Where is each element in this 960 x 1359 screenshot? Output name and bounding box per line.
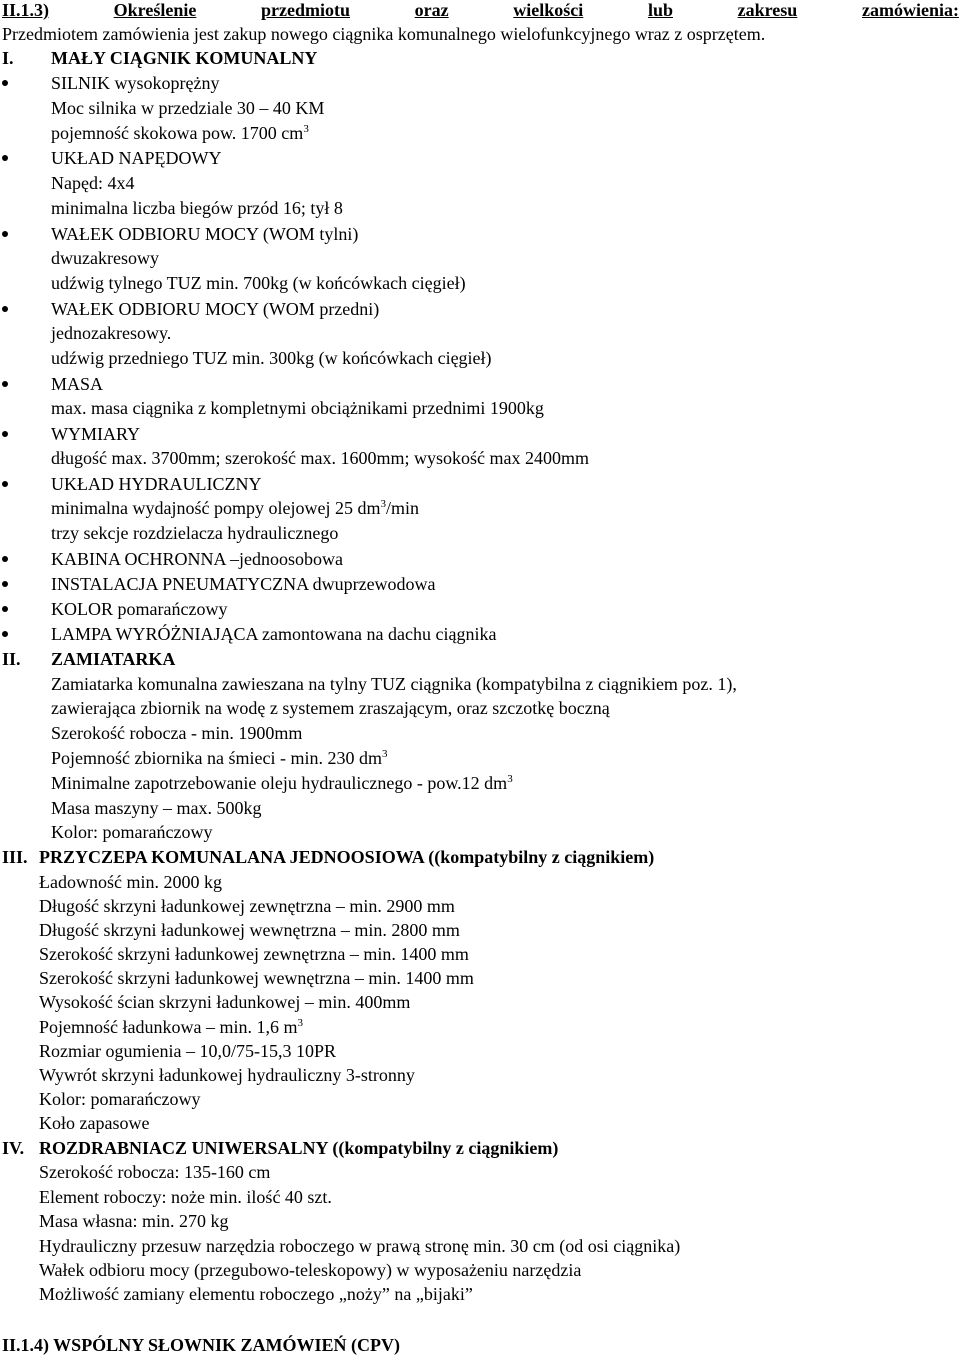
superscript: 3: [381, 748, 388, 760]
spec-line: [51, 123, 309, 143]
spec-text: Minimalne zapotrzebowanie oleju hydraulicznego - pow.12 dm: [51, 773, 508, 793]
spec-line: Wałek odbioru mocy (przegubowo-teleskopowy) w wyposażeniu narzędzia: [39, 1260, 582, 1280]
superscript: 3: [507, 773, 513, 785]
heading-word: II.1.3): [2, 0, 50, 20]
section-heading-II-1-3: [2, 0, 959, 20]
spec-line: udźwig przedniego TUZ min. 300kg (w końcówkach cięgieł): [51, 348, 492, 368]
section-numeral: IV.: [2, 1138, 25, 1158]
bullet-icon: [2, 556, 8, 562]
heading-word: wielkości: [513, 0, 584, 20]
spec-line: INSTALACJA PNEUMATYCZNA dwuprzewodowa: [51, 574, 436, 594]
superscript: 3: [303, 123, 309, 135]
heading-subtitle: Przedmiotem zamówienia jest zakup nowego ciągnika komunalnego wielofunkcyjnego wraz z osprzętem.: [2, 24, 766, 44]
spec-line: Wysokość ścian skrzyni ładunkowej – min. 400mm: [39, 992, 411, 1012]
spec-text: minimalna wydajność pompy olejowej 25 dm: [51, 498, 381, 518]
spec-line: Masa własna: min. 270 kg: [39, 1211, 229, 1231]
spec-line: WYMIARY: [51, 424, 140, 444]
section-title: ZAMIATARKA: [51, 649, 176, 669]
bullet-icon: [2, 581, 8, 587]
spec-line: MASA: [51, 374, 104, 394]
superscript: 3: [297, 1017, 303, 1029]
heading-word: oraz: [414, 0, 449, 20]
spec-line: UKŁAD NAPĘDOWY: [51, 148, 222, 168]
spec-line: udźwig tylnego TUZ min. 700kg (w końcówkach cięgieł): [51, 273, 466, 293]
spec-line: Wywrót skrzyni ładunkowej hydrauliczny 3-stronny: [39, 1065, 415, 1085]
bullet-icon: [2, 80, 8, 86]
spec-line: Kolor: pomarańczowy: [39, 1089, 201, 1109]
heading-word: lub: [647, 0, 673, 20]
spec-line: Moc silnika w przedziale 30 – 40 KM: [51, 98, 325, 118]
spec-line: dwuzakresowy: [51, 248, 159, 268]
spec-line: długość max. 3700mm; szerokość max. 1600mm; wysokość max 2400mm: [51, 448, 589, 468]
spec-line: [51, 748, 387, 768]
spec-line: WAŁEK ODBIORU MOCY (WOM tylni): [51, 224, 359, 244]
bullet-icon: [2, 606, 8, 612]
spec-line: Długość skrzyni ładunkowej zewnętrzna – min. 2900 mm: [39, 896, 455, 916]
heading-word: Określenie: [113, 0, 197, 20]
heading-word: zakresu: [737, 0, 798, 20]
spec-line: Element roboczy: noże min. ilość 40 szt.: [39, 1187, 332, 1207]
spec-line: max. masa ciągnika z kompletnymi obciążnikami przednimi 1900kg: [51, 398, 544, 418]
spec-line: WAŁEK ODBIORU MOCY (WOM przedni): [51, 299, 380, 319]
heading-word: przedmiotu: [261, 0, 350, 20]
bullet-icon: [2, 481, 8, 487]
spec-line: Kolor: pomarańczowy: [51, 822, 213, 842]
spec-line: Hydrauliczny przesuw narzędzia roboczego w prawą stronę min. 30 cm (od osi ciągnika): [39, 1236, 681, 1256]
spec-line: minimalna liczba biegów przód 16; tył 8: [51, 198, 343, 218]
spec-line: Zamiatarka komunalna zawieszana na tylny TUZ ciągnika (kompatybilna z ciągnikiem poz. 1),: [51, 674, 737, 694]
spec-line: Długość skrzyni ładunkowej wewnętrzna – min. 2800 mm: [39, 920, 460, 940]
spec-line: KOLOR pomarańczowy: [51, 599, 228, 619]
spec-line: Masa maszyny – max. 500kg: [51, 798, 262, 818]
spec-line: trzy sekcje rozdzielacza hydraulicznego: [51, 523, 339, 543]
spec-line: Szerokość skrzyni ładunkowej zewnętrzna – min. 1400 mm: [39, 944, 469, 964]
spec-line: jednozakresowy.: [51, 323, 172, 343]
spec-line: Szerokość robocza: 135-160 cm: [39, 1162, 271, 1182]
spec-line: Rozmiar ogumienia – 10,0/75-15,3 10PR: [39, 1041, 336, 1061]
spec-line: Szerokość robocza - min. 1900mm: [51, 723, 303, 743]
superscript: 3: [380, 498, 386, 510]
spec-line: Ładowność min. 2000 kg: [39, 872, 222, 892]
section-heading-II-1-4: II.1.4) WSPÓLNY SŁOWNIK ZAMÓWIEŃ (CPV): [2, 1335, 401, 1355]
spec-line: zawierająca zbiornik na wodę z systemem zraszającym, oraz szczotkę boczną: [51, 698, 610, 718]
spec-line: Możliwość zamiany elementu roboczego „noży” na „bijaki”: [39, 1284, 473, 1304]
section-title: PRZYCZEPA KOMUNALANA JEDNOOSIOWA ((kompatybilny z ciągnikiem): [39, 847, 655, 867]
section-numeral: I.: [2, 48, 14, 68]
bullet-icon: [2, 231, 8, 237]
bullet-icon: [2, 155, 8, 161]
section-title: MAŁY CIĄGNIK KOMUNALNY: [51, 48, 318, 68]
spec-line: Koło zapasowe: [39, 1113, 150, 1133]
section-numeral: III.: [2, 847, 28, 867]
spec-line: UKŁAD HYDRAULICZNY: [51, 474, 262, 494]
bullet-icon: [2, 631, 8, 637]
spec-text: pojemność skokowa pow. 1700 cm: [51, 123, 304, 143]
bullet-icon: [2, 381, 8, 387]
spec-line: [39, 1017, 303, 1037]
unit-suffix: /min: [385, 498, 419, 518]
section-title: ROZDRABNIACZ UNIWERSALNY ((kompatybilny z ciągnikiem): [39, 1138, 559, 1158]
spec-line: Napęd: 4x4: [51, 173, 135, 193]
spec-text: Pojemność ładunkowa – min. 1,6 m: [39, 1017, 298, 1037]
spec-text: Pojemność zbiornika na śmieci - min. 230 dm: [51, 748, 382, 768]
spec-line: SILNIK wysokoprężny: [51, 73, 220, 93]
bullet-icon: [2, 431, 8, 437]
section-numeral: II.: [2, 649, 21, 669]
spec-line: LAMPA WYRÓŻNIAJĄCA zamontowana na dachu ciągnika: [51, 624, 497, 644]
spec-line: [51, 773, 513, 793]
heading-word: zamówienia:: [861, 0, 959, 20]
spec-line: KABINA OCHRONNA –jednoosobowa: [51, 549, 343, 569]
bullet-icon: [2, 306, 8, 312]
spec-line: [51, 498, 419, 518]
spec-line: Szerokość skrzyni ładunkowej wewnętrzna – min. 1400 mm: [39, 968, 474, 988]
